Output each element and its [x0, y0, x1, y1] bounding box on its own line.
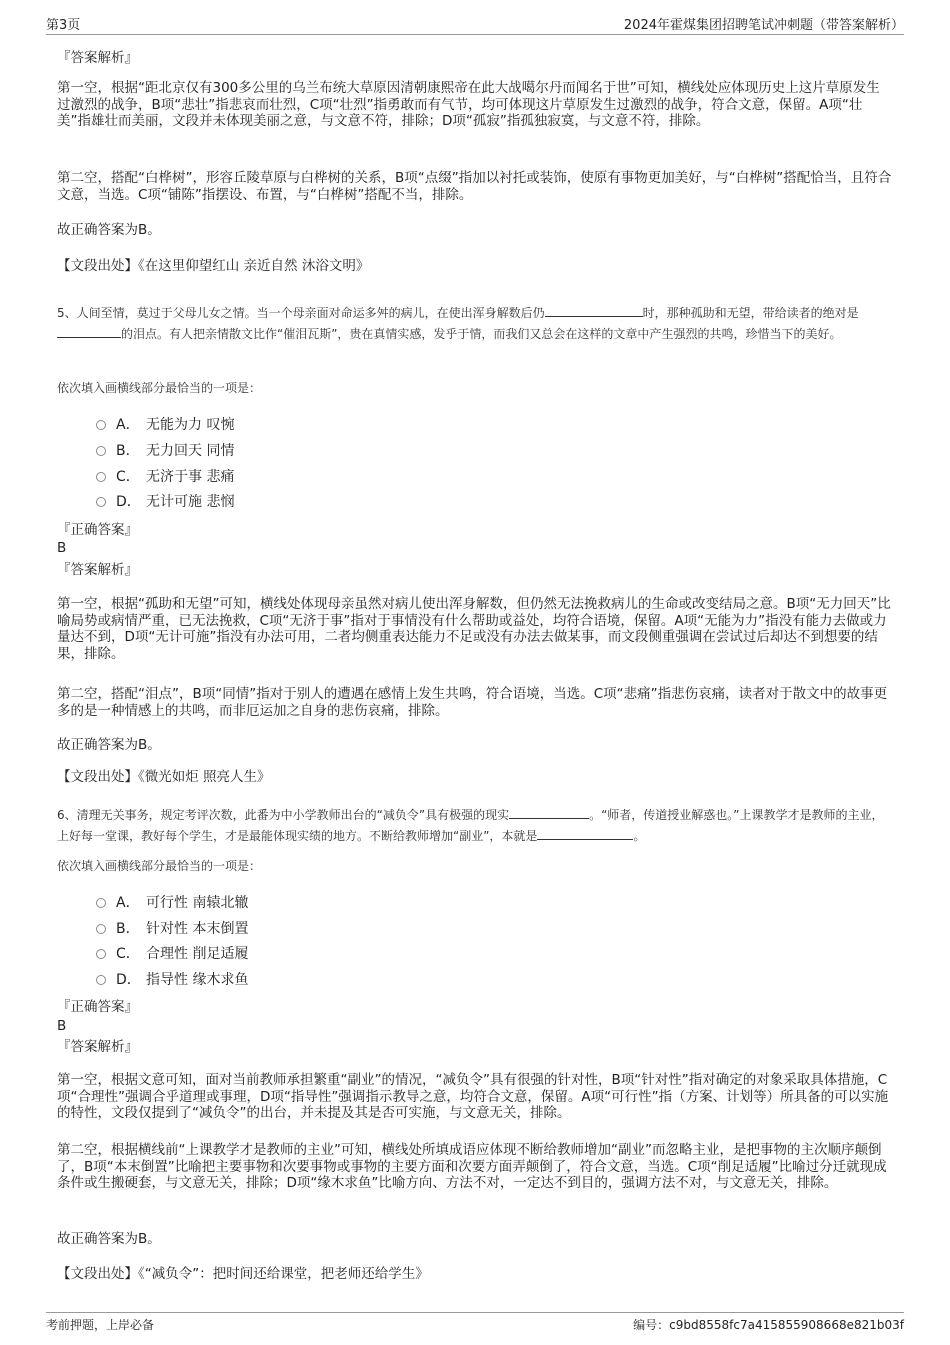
q5-conclusion: 故正确答案为B。 [57, 737, 161, 753]
q6-option-a[interactable]: A． 可行性 南辕北辙 [96, 894, 248, 912]
q6-option-d[interactable]: D． 指导性 缘木求鱼 [96, 971, 248, 989]
q5-option-c[interactable]: C． 无济于事 悲痛 [96, 468, 234, 486]
radio-icon[interactable] [96, 420, 106, 430]
q5-analysis-p2: 第二空，搭配“泪点”，B项“同情”指对于别人的遭遇在感情上发生共鸣，符合语境，当选。C项“悲痛”指悲伤哀痛，读者对于散文中的故事更多的是一种情感上的共鸣，而非厄运加之自身的悲伤哀痛，排除。 [57, 686, 888, 719]
q5-analysis-p1: 第一空，根据“孤助和无望”可知，横线处体现母亲虽然对病儿使出浑身解数，但仍然无法挽救病儿的生命或改变结局之意。B项“无力回天”比喻局势或病情严重，已无法挽救，C项“无济于事”指对于事情没有什么帮助或益处，均符合语境，保留。A项“无能为力”指没有能力去做或力量达不到，D项“无计可施”指没有办法可用，二者均侧重表达能力不足或没有办法去做某事，而文段侧重强调在尝试过后却达不到想要的结果，排除。 [57, 596, 891, 662]
q6-prompt: 依次填入画横线部分最恰当的一项是： [57, 859, 262, 873]
q5-blank-2[interactable] [57, 326, 121, 338]
q6-answer-label: 『正确答案』 [57, 999, 138, 1015]
q6-conclusion: 故正确答案为B。 [57, 1231, 161, 1247]
document-title: 2024年霍煤集团招聘笔试冲刺题（带答案解析） [623, 18, 904, 33]
q6-blank-1[interactable] [509, 807, 589, 819]
q5-blank-1[interactable] [545, 305, 643, 317]
q4-conclusion: 故正确答案为B。 [57, 222, 161, 238]
page-header [46, 14, 904, 35]
q4-analysis-label: 『答案解析』 [57, 50, 138, 66]
q5-option-b[interactable]: B． 无力回天 同情 [96, 442, 234, 460]
q5-stem: 5、人间至情，莫过于父母儿女之情。当一个母亲面对命运多舛的病儿，在使出浑身解数后仍 时，那种孤助和无望，带给读者的绝对是的泪点。有人把亲情散文比作“催泪瓦斯”，贵在真情实感，发乎于情，而我们又总会在这样的文章中产生强烈的共鸣，珍惜当下的美好。 [57, 306, 859, 341]
q6-analysis-p2: 第二空，根据横线前“上课教学才是教师的主业”可知，横线处所填成语应体现不断给教师增加“副业”而忽略主业，是把事物的主次顺序颠倒了，B项“本末倒置”比喻把主要事物和次要事物或事物的主要方面和次要方面弄颠倒了，符合文意，当选。C项“削足适履”比喻过分迁就现成条件或生搬硬套，与文意无关，排除；D项“缘木求鱼”比喻方向、方法不对，一定达不到目的，强调方法不对，与文意无关，排除。 [57, 1142, 887, 1191]
footer-slogan: 考前押题，上岸必备 [46, 1318, 155, 1332]
q5-option-a[interactable]: A． 无能为力 叹惋 [96, 416, 234, 434]
q4-analysis-p1: 第一空，根据“距北京仅有300多公里的乌兰布统大草原因清朝康熙帝在此大战噶尔丹而闻名于世”可知，横线处应体现历史上这片草原发生过激烈的战争，B项“悲壮”指悲哀而壮烈，C项“壮烈”指勇敢而有气节，均可体现这片草原发生过激烈的战争，符合文意，保留。A项“壮美”指雄壮而美丽，文段并未体现美丽之意，与文意不符，排除；D项“孤寂”指孤独寂寞，与文意不符，排除。 [57, 80, 880, 129]
q6-analysis-p1: 第一空，根据文意可知，面对当前教师承担繁重“副业”的情况，“减负令”具有很强的针对性，B项“针对性”指对确定的对象采取具体措施，C项“合理性”强调合乎道理或事理，D项“指导性”强调指示教导之意，均符合文意，保留。A项“可行性”指（方案、计划等）所具备的可以实施的特性，文段仅提到了“减负令”的出台，并未提及其是否可实施，与文意无关，排除。 [57, 1072, 889, 1121]
q6-stem: 6、清理无关事务，规定考评次数，此番为中小学教师出台的“减负令”具有极强的现实 。“师者，传道授业解惑也。”上课教学才是教师的主业，上好每一堂课，教好每个学生，才是最能体现实绩的地方。不断给教师增加“副业”，本就是 。 [57, 808, 884, 843]
radio-icon[interactable] [96, 446, 106, 456]
page-number: 第3页 [46, 18, 81, 33]
q4-analysis-p2: 第二空，搭配“白桦树”，形容丘陵草原与白桦树的关系，B项“点缀”指加以衬托或装饰，使原有事物更加美好，与“白桦树”搭配恰当，且符合文意，当选。C项“铺陈”指摆设、布置，与“白桦树”搭配不当，排除。 [57, 170, 892, 203]
q5-prompt: 依次填入画横线部分最恰当的一项是： [57, 381, 262, 395]
q5-source: 【文段出处】《微光如炬 照亮人生》 [57, 769, 271, 785]
radio-icon[interactable] [96, 949, 106, 959]
page-footer [46, 1312, 904, 1332]
q6-answer: B [57, 1018, 67, 1034]
q4-source: 【文段出处】《在这里仰望红山 亲近自然 沐浴文明》 [57, 258, 370, 274]
radio-icon[interactable] [96, 497, 106, 507]
radio-icon[interactable] [96, 472, 106, 482]
q6-source: 【文段出处】《“减负令”：把时间还给课堂，把老师还给学生》 [57, 1266, 429, 1282]
q6-option-c[interactable]: C． 合理性 削足适履 [96, 945, 248, 963]
q6-analysis-label: 『答案解析』 [57, 1039, 138, 1055]
radio-icon[interactable] [96, 975, 106, 985]
document-id: 编号：c9bd8558fc7a415855908668e821b03f [633, 1318, 904, 1332]
q6-blank-2[interactable] [537, 828, 633, 840]
radio-icon[interactable] [96, 924, 106, 934]
q5-option-d[interactable]: D． 无计可施 悲悯 [96, 493, 234, 511]
q5-answer-label: 『正确答案』 [57, 522, 138, 538]
q5-analysis-label: 『答案解析』 [57, 562, 138, 578]
q5-answer: B [57, 540, 67, 556]
radio-icon[interactable] [96, 898, 106, 908]
q6-option-b[interactable]: B． 针对性 本末倒置 [96, 920, 248, 938]
